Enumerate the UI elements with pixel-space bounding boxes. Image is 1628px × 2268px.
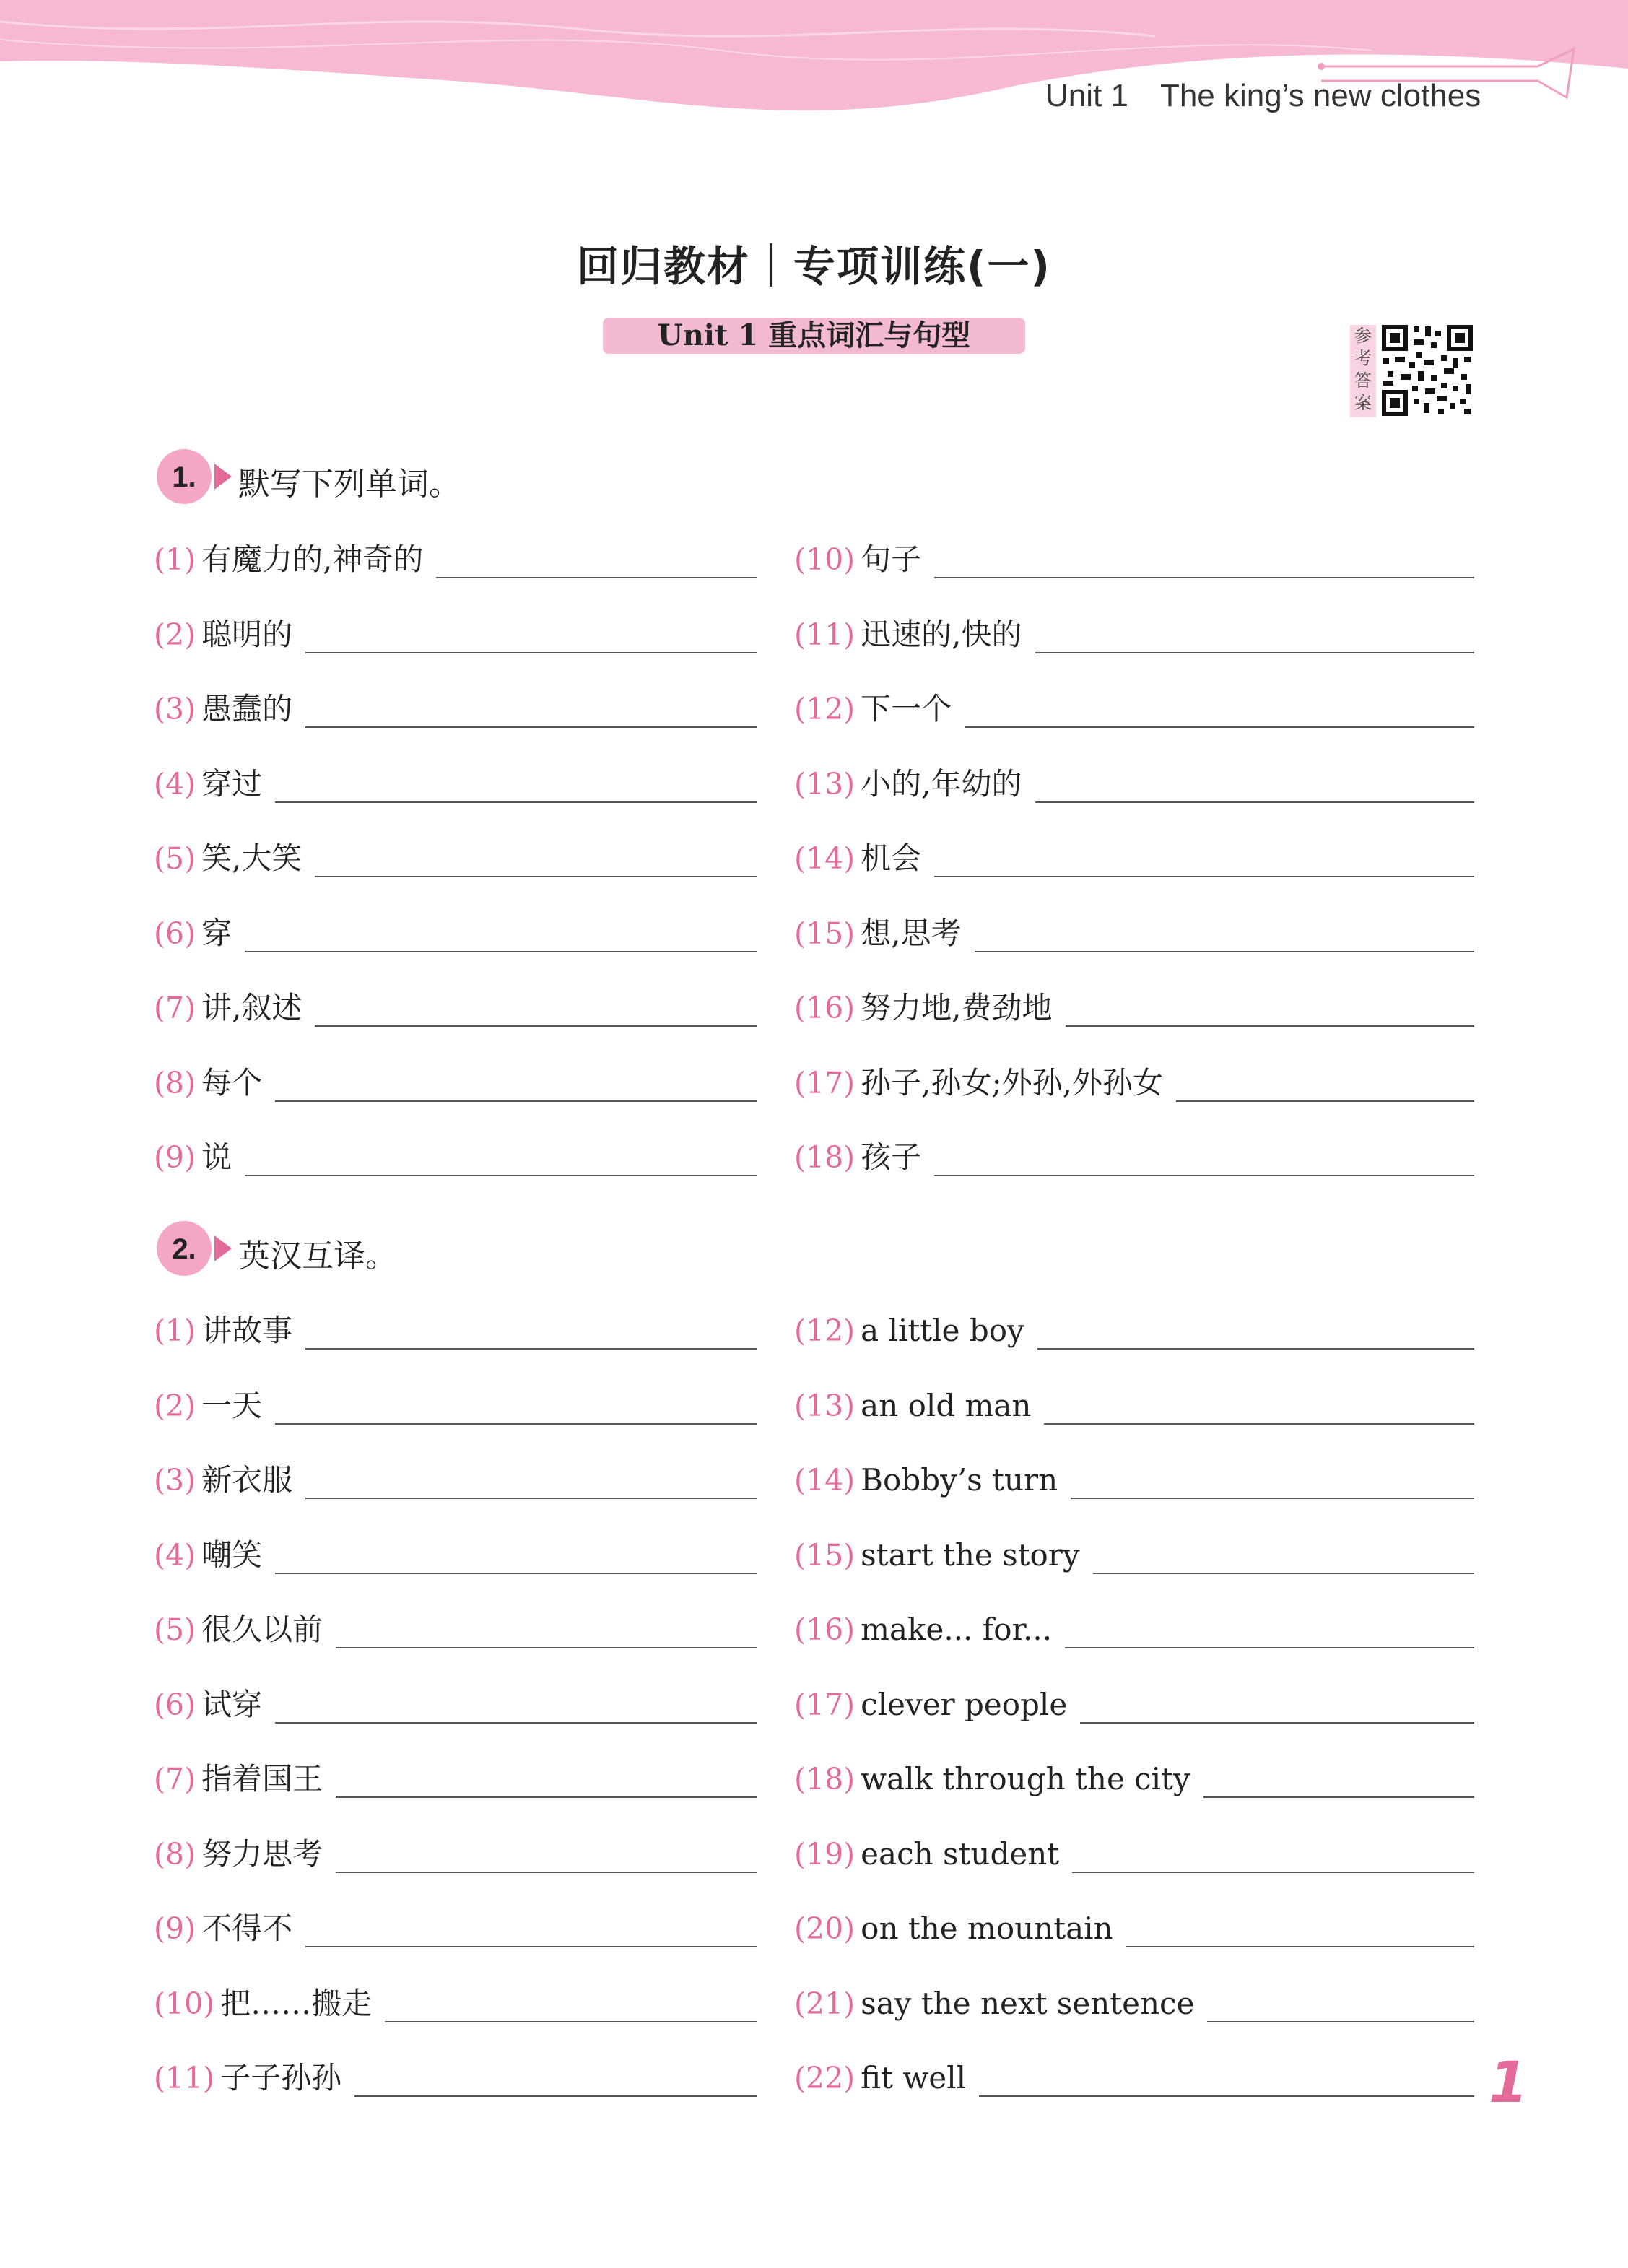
exercise-item — [794, 1136, 1474, 1179]
answer-blank[interactable] — [934, 876, 1474, 877]
exercise-item — [154, 1982, 757, 2025]
page-title: 回归教材｜专项训练(一) — [576, 242, 1052, 291]
item-prompt: 一天 — [201, 1387, 263, 1423]
item-prompt: 很久以前 — [201, 1612, 323, 1647]
item-number: (3) — [154, 1463, 196, 1498]
exercise-item — [154, 1683, 757, 1726]
answer-blank[interactable] — [1176, 1100, 1474, 1102]
answer-blank[interactable] — [305, 1348, 757, 1350]
item-number: (13) — [794, 1388, 856, 1423]
answer-blank[interactable] — [1072, 1872, 1474, 1873]
exercise-item — [794, 1907, 1474, 1950]
item-prompt: Bobby’s turn — [861, 1462, 1058, 1498]
item-prompt: 每个 — [201, 1064, 263, 1100]
item-number: (9) — [154, 1911, 196, 1946]
header-title — [1045, 78, 1481, 114]
answer-blank[interactable] — [315, 1025, 757, 1027]
item-number: (4) — [154, 766, 196, 801]
answer-blank[interactable] — [1066, 1025, 1474, 1027]
item-number: (8) — [154, 1836, 196, 1872]
item-prompt: 孩子 — [861, 1139, 922, 1175]
item-prompt: 把……搬走 — [220, 1985, 373, 2021]
item-prompt: each student — [861, 1835, 1060, 1872]
section-1-badge — [154, 448, 240, 505]
answer-blank[interactable] — [1037, 1348, 1474, 1350]
exercise-item — [794, 1758, 1474, 1801]
item-prompt: 努力思考 — [201, 1835, 323, 1872]
item-number: (11) — [794, 617, 856, 652]
item-number: (1) — [154, 1313, 196, 1348]
page-number: 1 — [1489, 2051, 1528, 2116]
item-number: (10) — [794, 542, 856, 577]
exercise-item — [794, 1309, 1474, 1352]
answer-blank[interactable] — [1207, 2021, 1474, 2022]
exercise-item — [794, 1061, 1474, 1105]
answer-blank[interactable] — [245, 951, 757, 952]
item-prompt: 笑,大笑 — [201, 840, 302, 876]
exercise-item — [794, 986, 1474, 1030]
item-number: (11) — [154, 2061, 215, 2095]
item-number: (5) — [154, 841, 196, 876]
item-prompt: 讲,叙述 — [201, 990, 302, 1025]
item-prompt: make... for... — [861, 1612, 1053, 1647]
exercise-item — [154, 1608, 757, 1651]
item-number: (2) — [154, 617, 196, 652]
item-prompt: walk through the city — [861, 1761, 1190, 1796]
exercise-item — [154, 538, 757, 581]
exercise-item — [154, 1309, 757, 1352]
item-number: (12) — [794, 692, 856, 726]
answer-blank[interactable] — [934, 577, 1474, 578]
item-number: (8) — [154, 1065, 196, 1100]
exercise-item — [794, 837, 1474, 880]
exercise-item — [154, 1833, 757, 1876]
item-number: (7) — [154, 1762, 196, 1796]
answer-blank[interactable] — [1035, 652, 1474, 653]
exercise-item — [154, 1061, 757, 1105]
exercise-item — [154, 986, 757, 1030]
item-prompt: 指着国王 — [201, 1761, 323, 1796]
item-prompt: 小的,年幼的 — [861, 765, 1022, 801]
qr-code-icon[interactable] — [1380, 323, 1474, 417]
item-prompt: fit well — [861, 2060, 967, 2095]
section-2-title: 英汉互译。 — [238, 1238, 397, 1274]
answer-blank[interactable] — [1065, 1647, 1474, 1648]
header-unit: Unit 1 — [1045, 78, 1128, 113]
exercise-item — [794, 1683, 1474, 1726]
item-number: (18) — [794, 1140, 856, 1175]
item-number: (13) — [794, 766, 856, 801]
item-number: (3) — [154, 692, 196, 726]
item-prompt: 讲故事 — [201, 1313, 293, 1348]
answer-blank[interactable] — [305, 1498, 757, 1499]
exercise-item — [154, 1459, 757, 1502]
answer-blank[interactable] — [1044, 1423, 1474, 1425]
exercise-item — [154, 1758, 757, 1801]
answer-blank[interactable] — [1093, 1573, 1474, 1574]
answer-blank[interactable] — [934, 1175, 1474, 1176]
item-prompt: an old man — [861, 1387, 1032, 1423]
header-lesson-title: The king’s new clothes — [1159, 78, 1481, 113]
item-prompt: on the mountain — [861, 1911, 1113, 1946]
item-prompt: 愚蠢的 — [201, 691, 293, 726]
item-number: (1) — [154, 542, 196, 577]
section-1-number: 1. — [172, 461, 196, 493]
item-number: (16) — [794, 991, 856, 1025]
answer-blank[interactable] — [275, 1573, 757, 1574]
item-prompt: 机会 — [861, 840, 922, 876]
exercise-item — [794, 912, 1474, 955]
item-prompt: 子子孙孙 — [220, 2060, 342, 2095]
exercise-item — [154, 613, 757, 656]
item-prompt: 穿过 — [201, 765, 263, 801]
answer-blank[interactable] — [336, 1872, 757, 1873]
item-prompt: 试穿 — [201, 1686, 263, 1722]
item-number: (2) — [154, 1388, 196, 1423]
exercise-item — [154, 837, 757, 880]
answer-blank[interactable] — [965, 726, 1474, 728]
item-number: (9) — [154, 1140, 196, 1175]
item-number: (19) — [794, 1836, 856, 1872]
item-prompt: clever people — [861, 1686, 1068, 1722]
answer-blank[interactable] — [275, 1100, 757, 1102]
answer-blank[interactable] — [305, 726, 757, 728]
qr-label: 参 考 答 案 — [1350, 325, 1376, 417]
answer-blank[interactable] — [336, 1796, 757, 1798]
exercise-item — [794, 613, 1474, 656]
item-prompt: 说 — [201, 1139, 232, 1175]
item-prompt: 聪明的 — [201, 616, 293, 652]
answer-blank[interactable] — [1203, 1796, 1474, 1798]
item-number: (7) — [154, 991, 196, 1025]
item-prompt: 有魔力的,神奇的 — [201, 542, 424, 577]
item-number: (22) — [794, 2061, 856, 2095]
item-number: (4) — [154, 1537, 196, 1573]
item-prompt: start the story — [861, 1537, 1080, 1573]
section-1-title: 默写下列单词。 — [238, 466, 461, 503]
exercise-item — [794, 687, 1474, 731]
item-number: (18) — [794, 1762, 856, 1796]
exercise-item — [154, 687, 757, 731]
item-prompt: 新衣服 — [201, 1462, 293, 1498]
exercise-item — [794, 762, 1474, 806]
answer-blank[interactable] — [436, 577, 757, 578]
item-number: (6) — [154, 1687, 196, 1722]
item-prompt: a little boy — [861, 1313, 1024, 1348]
item-number: (17) — [794, 1065, 856, 1100]
item-number: (10) — [154, 1986, 215, 2021]
answer-blank[interactable] — [1035, 801, 1474, 803]
item-prompt: 穿 — [201, 915, 232, 951]
item-prompt: 下一个 — [861, 691, 952, 726]
exercise-item — [794, 1384, 1474, 1428]
item-number: (14) — [794, 1463, 856, 1498]
exercise-item — [154, 762, 757, 806]
item-prompt: 努力地,费劲地 — [861, 990, 1053, 1025]
item-prompt: 嘲笑 — [201, 1537, 263, 1573]
item-number: (6) — [154, 916, 196, 951]
answer-blank[interactable] — [275, 1423, 757, 1425]
item-prompt: 迅速的,快的 — [861, 616, 1022, 652]
exercise-item — [794, 1608, 1474, 1651]
exercise-item — [154, 1907, 757, 1950]
item-number: (20) — [794, 1911, 856, 1946]
answer-blank[interactable] — [245, 1175, 757, 1176]
answer-blank[interactable] — [275, 1722, 757, 1724]
answer-blank[interactable] — [975, 951, 1474, 952]
item-number: (16) — [794, 1612, 856, 1647]
item-number: (14) — [794, 841, 856, 876]
answer-blank[interactable] — [336, 1647, 757, 1648]
exercise-item — [794, 1833, 1474, 1876]
subtitle-pill: Unit 1 重点词汇与句型 — [603, 318, 1025, 354]
answer-blank[interactable] — [305, 652, 757, 653]
section-2-number: 2. — [172, 1233, 196, 1265]
item-number: (15) — [794, 916, 856, 951]
exercise-item — [154, 912, 757, 955]
section-2-badge — [154, 1220, 240, 1277]
item-prompt: 句子 — [861, 542, 922, 577]
exercise-item — [154, 2056, 757, 2100]
exercise-item — [154, 1136, 757, 1179]
answer-blank[interactable] — [1071, 1498, 1474, 1499]
item-prompt: 不得不 — [201, 1911, 293, 1946]
exercise-item — [794, 1982, 1474, 2025]
answer-blank[interactable] — [354, 2095, 757, 2097]
answer-blank[interactable] — [305, 1946, 757, 1947]
exercise-item — [794, 1459, 1474, 1502]
item-number: (12) — [794, 1313, 856, 1348]
answer-blank[interactable] — [275, 801, 757, 803]
answer-blank[interactable] — [385, 2021, 757, 2022]
item-number: (21) — [794, 1986, 856, 2021]
item-prompt: say the next sentence — [861, 1985, 1195, 2021]
item-prompt: 想,思考 — [861, 915, 962, 951]
answer-blank[interactable] — [1126, 1946, 1474, 1947]
answer-blank[interactable] — [315, 876, 757, 877]
answer-blank[interactable] — [1080, 1722, 1474, 1724]
exercise-item — [154, 1384, 757, 1428]
exercise-item — [794, 538, 1474, 581]
item-number: (5) — [154, 1612, 196, 1647]
item-number: (15) — [794, 1537, 856, 1573]
answer-blank[interactable] — [979, 2095, 1474, 2097]
exercise-item — [794, 2056, 1474, 2100]
item-prompt: 孙子,孙女;外孙,外孙女 — [861, 1064, 1164, 1100]
exercise-item — [154, 1534, 757, 1577]
item-number: (17) — [794, 1687, 856, 1722]
exercise-item — [794, 1534, 1474, 1577]
